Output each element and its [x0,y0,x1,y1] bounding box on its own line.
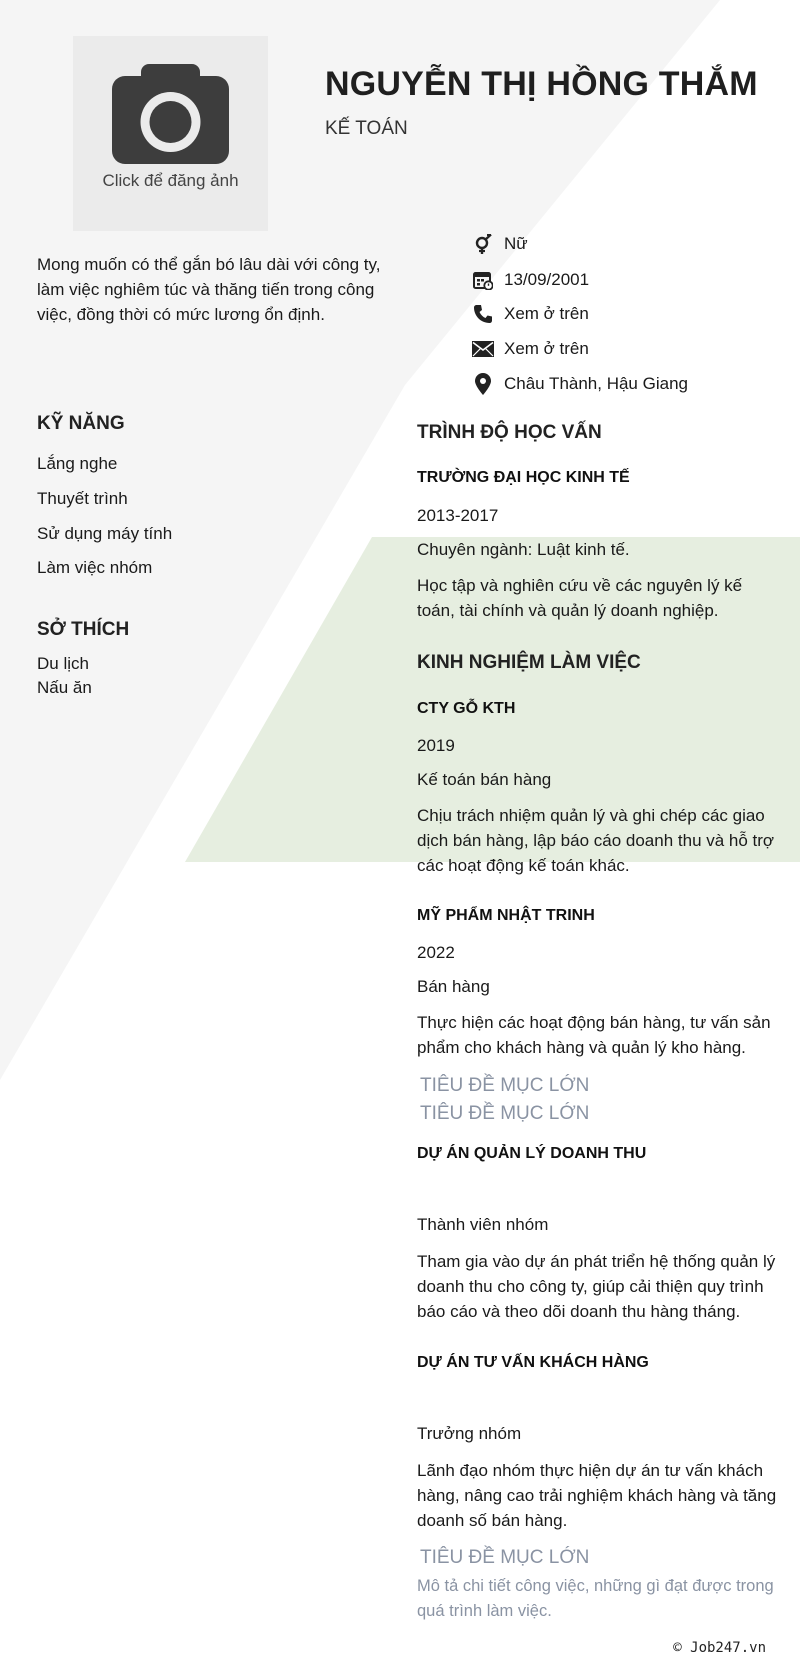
job-description: Thực hiện các hoạt động bán hàng, tư vấn sản phẩm cho khách hàng và quản lý kho hàng. [417,1013,771,1057]
skill-item: Làm việc nhóm [37,558,153,577]
calendar-icon [470,269,496,291]
hobby-item: Du lịch [37,654,89,673]
education-period: 2013-2017 [417,506,499,525]
project-role: Trưởng nhóm [417,1424,522,1443]
location-icon [470,373,496,395]
job-description: Chịu trách nhiệm quản lý và ghi chép các giao dịch bán hàng, lập báo cáo doanh thu và hỗ trợ các hoạt động kế toán khác. [417,806,775,875]
placeholder-section-description[interactable]: Mô tả chi tiết công việc, những gì đạt được trong quá trình làm việc. [417,1577,774,1620]
skills-heading: KỸ NĂNG [37,413,125,434]
school-name: TRƯỜNG ĐẠI HỌC KINH TẾ [417,469,630,486]
contact-gender [470,232,528,256]
contact-address [470,372,688,396]
placeholder-section-title[interactable]: TIÊU ĐỀ MỤC LỚN [420,1103,590,1124]
contact-email-value: Xem ở trên [504,339,589,358]
job-role: Bán hàng [417,977,490,996]
photo-upload[interactable] [73,36,268,231]
job-year: 2019 [417,736,455,755]
mail-icon [470,338,496,360]
project-description: Lãnh đạo nhóm thực hiện dự án tư vấn khách hàng, nâng cao trải nghiệm khách hàng và tăng doanh số bán hàng. [417,1461,777,1530]
project-name: DỰ ÁN TƯ VẤN KHÁCH HÀNG [417,1354,649,1371]
project-description: Tham gia vào dự án phát triển hệ thống quản lý doanh thu cho công ty, giúp cải thiện quy trình báo cáo và theo dõi doanh thu hàng tháng. [417,1252,776,1321]
project-role: Thành viên nhóm [417,1215,549,1234]
camera-icon [112,64,229,164]
job-role: Kế toán bán hàng [417,770,552,789]
education-major: Chuyên ngành: Luật kinh tế. [417,540,630,559]
contact-phone-value: Xem ở trên [504,304,589,323]
footer-copyright: © Job247.vn [673,1640,766,1656]
contact-email [470,337,589,361]
skill-item: Thuyết trình [37,489,128,508]
company-name: CTY GỖ KTH [417,700,516,717]
skill-item: Lắng nghe [37,454,118,473]
placeholder-section-title[interactable]: TIÊU ĐỀ MỤC LỚN [420,1075,590,1096]
job-title: KẾ TOÁN [325,118,408,139]
phone-icon [470,303,496,325]
skill-item: Sử dụng máy tính [37,524,173,543]
photo-upload-caption: Click để đăng ảnh [102,171,239,190]
education-heading: TRÌNH ĐỘ HỌC VẤN [417,422,602,443]
full-name: NGUYỄN THỊ HỒNG THẮM [325,65,758,103]
job-year: 2022 [417,943,455,962]
career-objective: Mong muốn có thể gắn bó lâu dài với công ty, làm việc nghiêm túc và thăng tiến trong công việc, đồng thời có mức lương ổn định. [37,255,381,324]
experience-heading: KINH NGHIỆM LÀM VIỆC [417,652,641,673]
hobbies-heading: SỞ THÍCH [37,619,130,640]
contact-birthday [470,268,589,292]
contact-address-value: Châu Thành, Hậu Giang [504,374,688,393]
hobby-item: Nấu ăn [37,678,92,697]
contact-gender-value: Nữ [504,234,528,253]
project-name: DỰ ÁN QUẢN LÝ DOANH THU [417,1145,647,1162]
gender-icon [470,233,496,255]
contact-birthday-value: 13/09/2001 [504,270,590,289]
contact-phone [470,302,589,326]
company-name: MỸ PHẨM NHẬT TRINH [417,907,595,924]
placeholder-section-title[interactable]: TIÊU ĐỀ MỤC LỚN [420,1547,590,1568]
education-description: Học tập và nghiên cứu về các nguyên lý kế toán, tài chính và quản lý doanh nghiệp. [417,576,743,620]
